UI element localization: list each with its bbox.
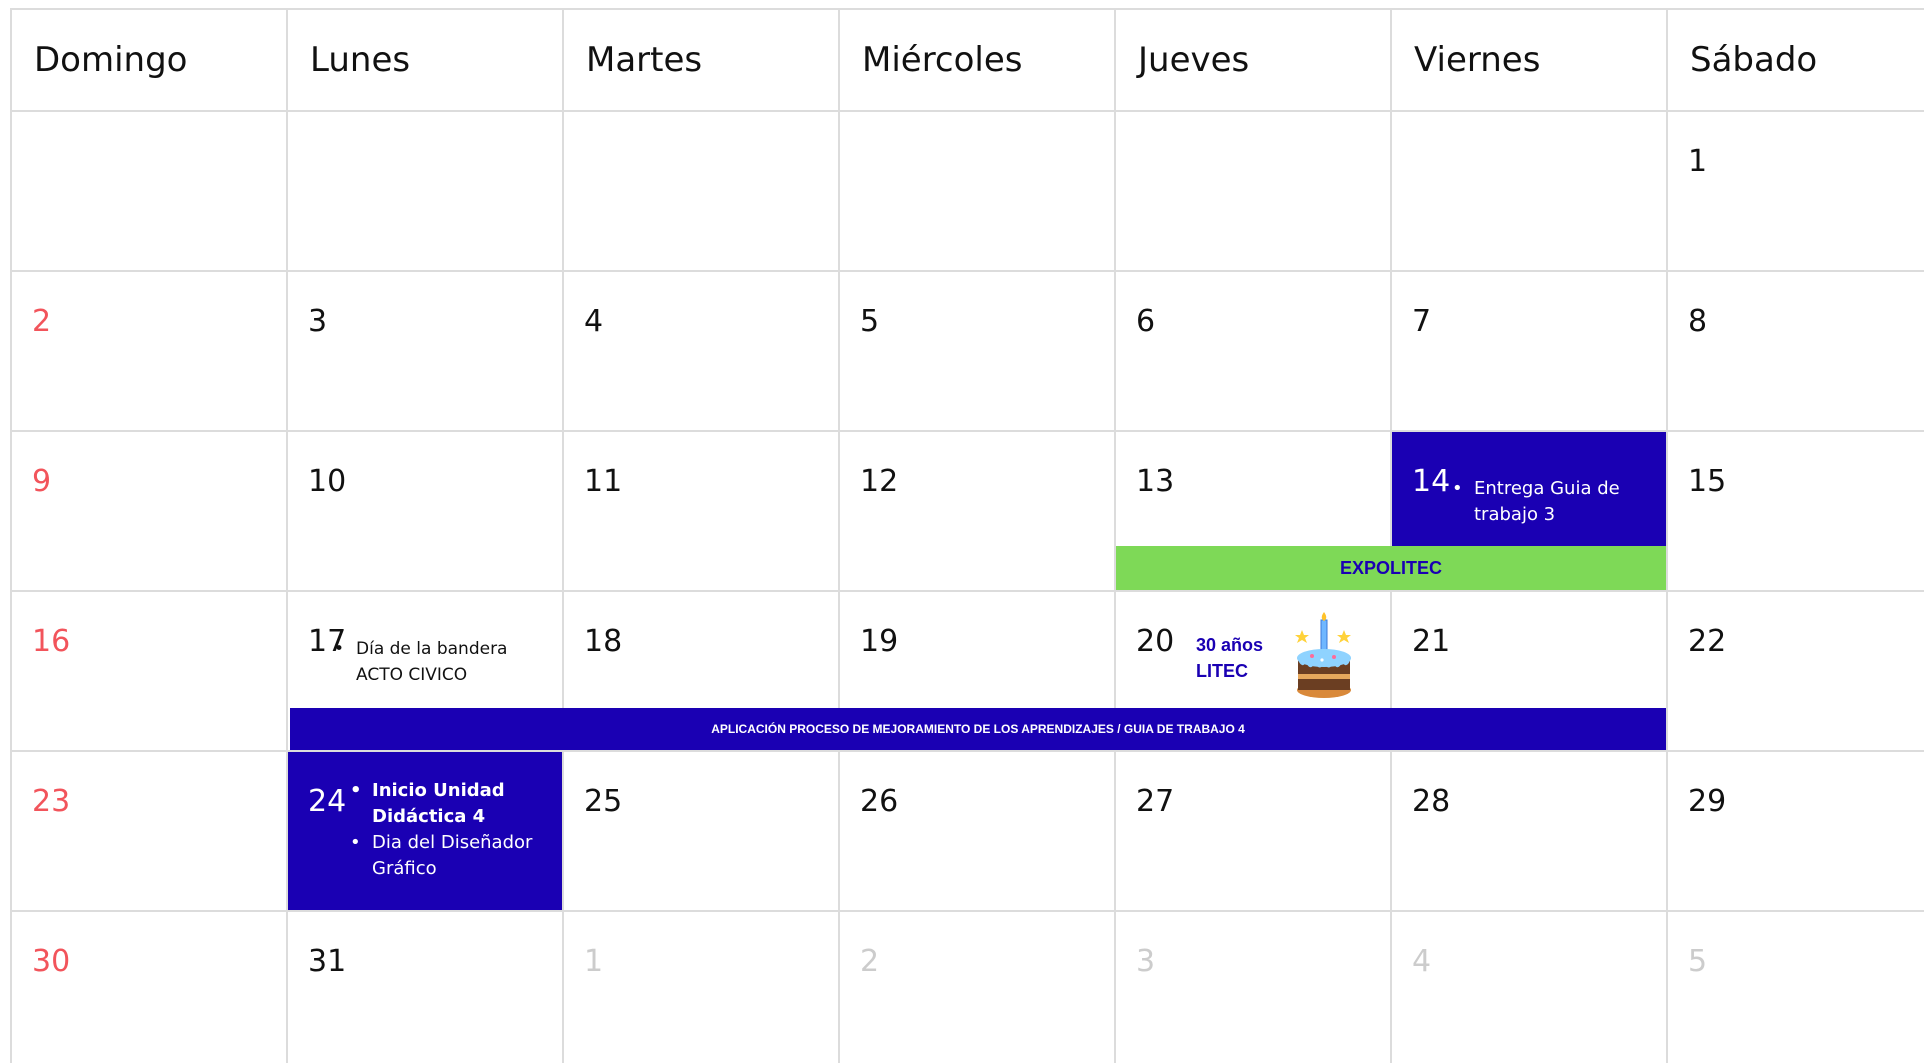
day-number: 3 — [308, 304, 328, 339]
day-cell-next-5[interactable] — [1666, 910, 1924, 1063]
day-number: 22 — [1688, 624, 1727, 659]
day-cell-6[interactable] — [1114, 270, 1390, 430]
day-number: 25 — [584, 784, 623, 819]
day-cell-5[interactable] — [838, 270, 1114, 430]
day-cell-9[interactable] — [10, 430, 286, 590]
day-cell-next-3[interactable] — [1114, 910, 1390, 1063]
day-cell-3[interactable] — [286, 270, 562, 430]
day-cell-31[interactable] — [286, 910, 562, 1063]
weekday-header-viernes: Viernes — [1390, 8, 1666, 110]
day-cell-12[interactable] — [838, 430, 1114, 590]
day-number: 5 — [1688, 944, 1708, 979]
day-number: 2 — [860, 944, 880, 979]
event-list — [350, 778, 546, 882]
aplicacion-event-bar[interactable]: APLICACIÓN PROCESO DE MEJORAMIENTO DE LOS APRENDIZAJES / GUIA DE TRABAJO 4 — [290, 708, 1666, 750]
day-cell-23[interactable] — [10, 750, 286, 910]
day-number: 30 — [32, 944, 71, 979]
day-cell-empty[interactable] — [1114, 110, 1390, 270]
day-number: 29 — [1688, 784, 1727, 819]
day-number: 5 — [860, 304, 880, 339]
weekday-header-martes: Martes — [562, 8, 838, 110]
anniversary-line-1: 30 años — [1196, 635, 1264, 655]
event-list — [1452, 476, 1652, 528]
event-item[interactable]: • Dia del Diseñador Gráfico — [350, 830, 546, 882]
day-cell-15[interactable] — [1666, 430, 1924, 590]
day-cell-24[interactable] — [286, 750, 562, 910]
day-cell-30[interactable] — [10, 910, 286, 1063]
day-number: 7 — [1412, 304, 1432, 339]
day-number: 31 — [308, 944, 347, 979]
day-number: 23 — [32, 784, 71, 819]
weekday-header-miercoles: Miércoles — [838, 8, 1114, 110]
day-cell-25[interactable] — [562, 750, 838, 910]
weekday-header-sabado: Sábado — [1666, 8, 1924, 110]
day-number: 19 — [860, 624, 899, 659]
day-cell-next-2[interactable] — [838, 910, 1114, 1063]
day-cell-11[interactable] — [562, 430, 838, 590]
day-number: 11 — [584, 464, 623, 499]
day-cell-1[interactable] — [1666, 110, 1924, 270]
event-item[interactable]: • Inicio Unidad Didáctica 4 — [350, 778, 546, 830]
birthday-cake-icon — [1292, 612, 1356, 700]
day-number: 28 — [1412, 784, 1451, 819]
day-cell-empty[interactable] — [838, 110, 1114, 270]
day-number: 1 — [584, 944, 604, 979]
event-item[interactable]: • Día de la bandera ACTO CIVICO — [334, 636, 534, 688]
day-cell-4[interactable] — [562, 270, 838, 430]
day-number: 21 — [1412, 624, 1451, 659]
day-cell-28[interactable] — [1390, 750, 1666, 910]
day-number: 18 — [584, 624, 623, 659]
weekday-header-lunes: Lunes — [286, 8, 562, 110]
day-cell-8[interactable] — [1666, 270, 1924, 430]
day-cell-empty[interactable] — [1390, 110, 1666, 270]
day-number: 13 — [1136, 464, 1175, 499]
day-cell-7[interactable] — [1390, 270, 1666, 430]
day-cell-next-1[interactable] — [562, 910, 838, 1063]
expolitec-event-bar[interactable]: EXPOLITEC — [1116, 546, 1666, 590]
day-number: 24 — [308, 784, 347, 819]
day-cell-26[interactable] — [838, 750, 1114, 910]
day-cell-27[interactable] — [1114, 750, 1390, 910]
day-number: 6 — [1136, 304, 1156, 339]
day-cell-2[interactable] — [10, 270, 286, 430]
day-number: 8 — [1688, 304, 1708, 339]
day-number: 17 — [308, 624, 347, 659]
day-cell-16[interactable] — [10, 590, 286, 750]
day-number: 4 — [584, 304, 604, 339]
day-cell-empty[interactable] — [562, 110, 838, 270]
day-number: 1 — [1688, 144, 1708, 179]
anniversary-label[interactable] — [1196, 632, 1263, 684]
day-number: 3 — [1136, 944, 1156, 979]
day-number: 14 — [1412, 464, 1451, 499]
weekday-header-domingo: Domingo — [10, 8, 286, 110]
event-list — [334, 636, 534, 688]
day-number: 2 — [32, 304, 52, 339]
weekday-header-jueves: Jueves — [1114, 8, 1390, 110]
day-cell-22[interactable] — [1666, 590, 1924, 750]
day-cell-29[interactable] — [1666, 750, 1924, 910]
day-number: 12 — [860, 464, 899, 499]
day-number: 9 — [32, 464, 52, 499]
day-number: 4 — [1412, 944, 1432, 979]
anniversary-line-2: LITEC — [1196, 661, 1248, 681]
day-number: 27 — [1136, 784, 1175, 819]
day-cell-10[interactable] — [286, 430, 562, 590]
day-number: 16 — [32, 624, 71, 659]
day-number: 10 — [308, 464, 347, 499]
day-number: 20 — [1136, 624, 1175, 659]
event-item[interactable]: • Entrega Guia de trabajo 3 — [1452, 476, 1652, 528]
day-cell-empty[interactable] — [286, 110, 562, 270]
day-cell-empty[interactable] — [10, 110, 286, 270]
day-number: 26 — [860, 784, 899, 819]
day-number: 15 — [1688, 464, 1727, 499]
day-cell-next-4[interactable] — [1390, 910, 1666, 1063]
